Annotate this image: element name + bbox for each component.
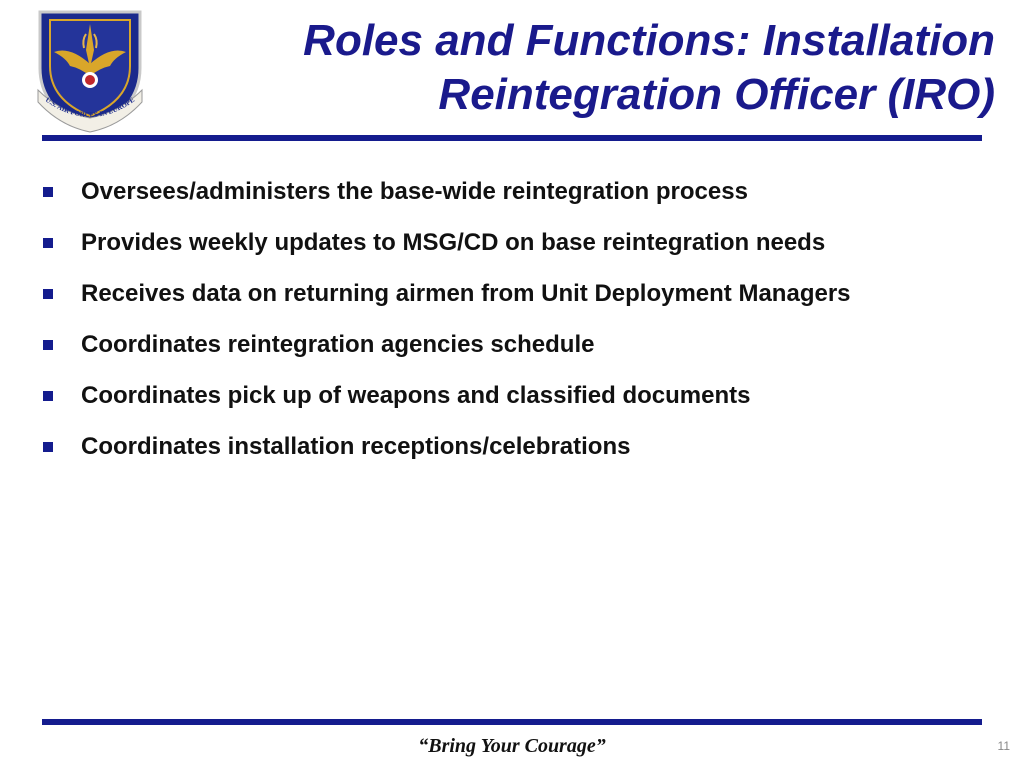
slide-title — [160, 14, 995, 122]
bullet-text: Receives data on returning airmen from Unit Deployment Managers — [81, 280, 851, 307]
square-bullet-icon — [43, 187, 53, 197]
square-bullet-icon — [43, 442, 53, 452]
bullet-text: Provides weekly updates to MSG/CD on base reintegration needs — [81, 229, 826, 256]
bullet-item — [40, 328, 851, 379]
square-bullet-icon — [43, 238, 53, 248]
bullet-item — [40, 277, 851, 328]
title-line-1: Roles and Functions: Installation — [303, 16, 995, 65]
square-bullet-icon — [43, 340, 53, 350]
bullet-text: Coordinates reintegration agencies schedule — [81, 331, 595, 358]
bullet-text: Oversees/administers the base-wide reintegration process — [81, 178, 748, 205]
square-bullet-icon — [43, 289, 53, 299]
square-bullet-icon — [43, 391, 53, 401]
top-divider — [42, 135, 982, 141]
title-line-2: Reintegration Officer (IRO) — [438, 70, 995, 119]
logo-banner-text: U.S. AIR FORCES IN EUROPE — [43, 95, 137, 120]
bullet-list — [40, 175, 851, 481]
bullet-text: Coordinates pick up of weapons and classified documents — [81, 382, 751, 409]
footer-motto: “Bring Your Courage” — [418, 735, 606, 757]
bottom-divider — [42, 719, 982, 725]
usafe-shield-logo — [30, 6, 150, 134]
bullet-item — [40, 430, 851, 481]
bullet-item — [40, 175, 851, 226]
page-number: 11 — [997, 739, 1010, 753]
bullet-item — [40, 226, 851, 277]
bullet-item — [40, 379, 851, 430]
bullet-text: Coordinates installation receptions/celebrations — [81, 433, 631, 460]
